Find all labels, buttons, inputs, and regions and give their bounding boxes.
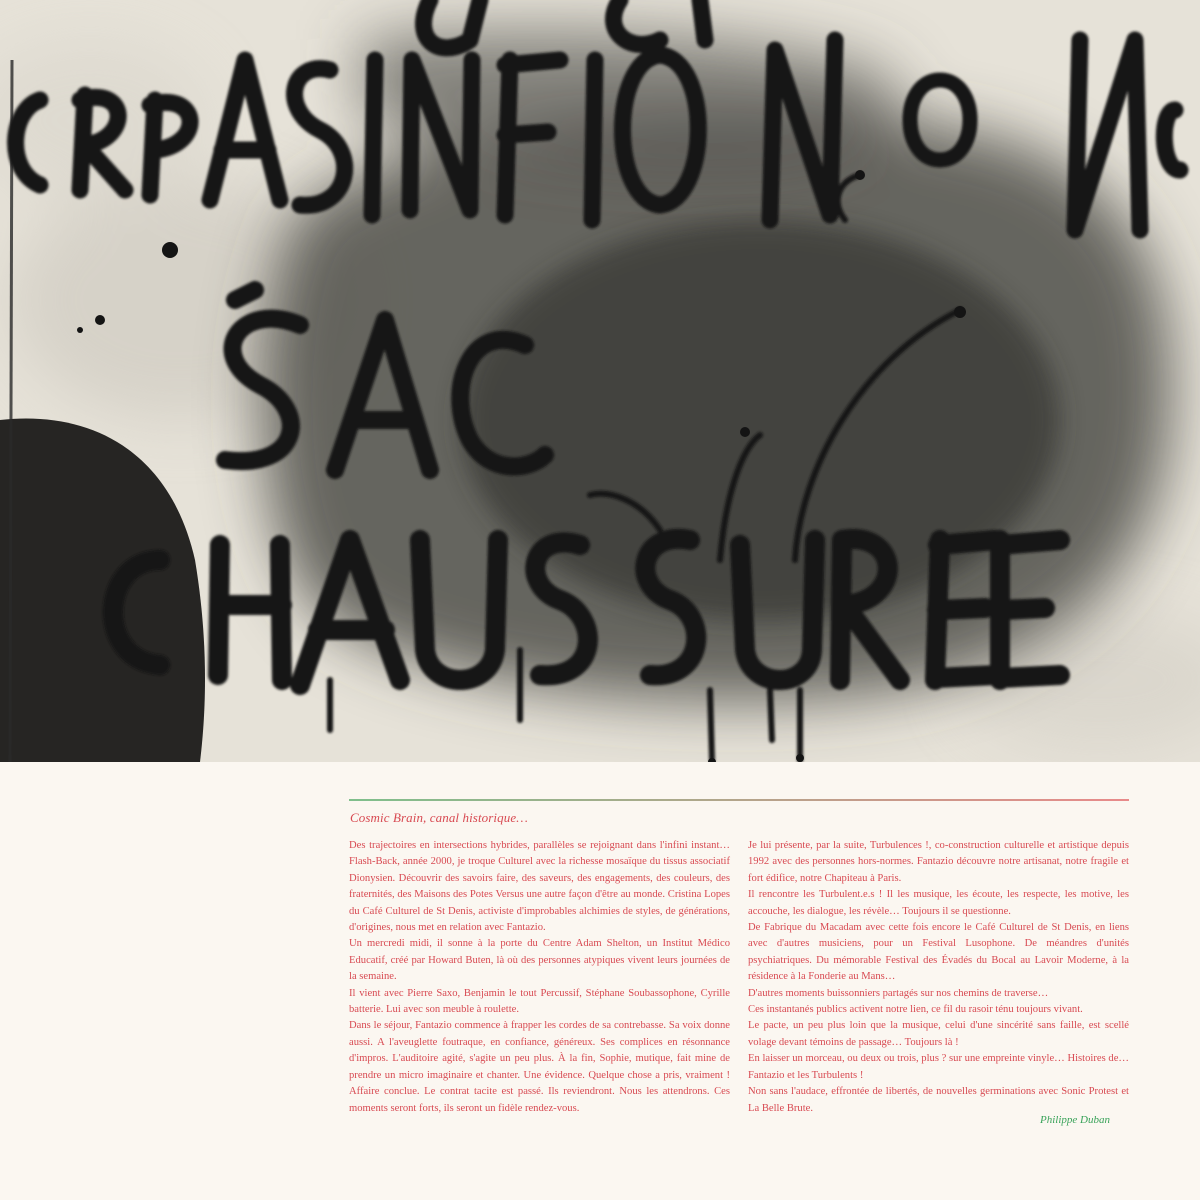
paragraph: Des trajectoires en intersections hybrides, parallèles se rejoignant dans l'infini instant… Flash-Back, année 2000, je troque Culturel avec la richesse mosaïque du tissus associatif Dionysien. Découvrir des savoirs faire, des saveurs, des engagements, des couleurs, des fraternités, des Maisons des Potes Versus une autre façon d'être au monde. Cristina Lopes du Café Culturel de St Denis, activiste d'improbables alchimies de styles, de générations, d'origines, nous met en relation avec Fantazio. (349, 840, 730, 934)
article-heading: Cosmic Brain, canal historique… (350, 810, 528, 825)
paragraph: Je lui présente, par la suite, Turbulences !, co-construction culturelle et artistique depuis 1992 avec des personnes hors-normes. Fantazio découvre notre artisanat, notre fragile et fort édifice, notre Chapiteau à Paris. (748, 840, 1129, 884)
paragraph: Il vient avec Pierre Saxo, Benjamin le tout Percussif, Stéphane Soubassophone, Cyrille batterie. Lui avec son meuble à roulette. (349, 987, 730, 1016)
paragraph: En laisser un morceau, ou deux ou trois, plus ? sur une empreinte vinyle… Histoires de… Fantazio et les Turbulents ! (748, 1053, 1129, 1081)
author-signature: Philippe Duban (1040, 1114, 1110, 1126)
paragraph: D'autres moments buissonniers partagés sur nos chemins de traverse… (748, 987, 1049, 999)
paragraph: Il rencontre les Turbulent.e.s ! Il les musique, les écoute, les respecte, les motive, les accouche, les dialogue, les révèle… Toujours il se questionne. (748, 889, 1129, 917)
left-column (349, 838, 730, 1117)
paragraph: De Fabrique du Macadam avec cette fois encore le Café Culturel de St Denis, en liens avec d'autres musiciens, pour un Festival Lusophone. De méandres d'unités psychiatriques. Du mémorable Festival des Évadés du Bocal au Lavoir Moderne, à la résidence à la Fonderie au Mans… (748, 922, 1129, 983)
paragraph: Un mercredi midi, il sonne à la porte du Centre Adam Shelton, un Institut Médico Educatif, créé par Howard Buten, là où des personnes atypiques vivent leurs journées de la semaine. (349, 938, 730, 983)
paragraph: Dans le séjour, Fantazio commence à frapper les cordes de sa contrebasse. Sa voix donne aussi. A l'aveuglette foutraque, en confiance, généreux. Ses complices en résonnance d'impros. L'auditoire agité, s'agite un peu plus. À la fin, Sophie, mutique, fait mine de prendre un micro imaginaire et chanter. Une évidence. Quelque chose a pris, vraiment ! Affaire conclue. Le contrat tacite est passé. Ils reviendront. Nous les attendrons. Ces moments seront forts, ils seront un fidèle rendez-vous. (349, 1020, 730, 1114)
paragraph: Non sans l'audace, effrontée de libertés, de nouvelles germinations avec Sonic Protest et La Belle Brute. (748, 1086, 1129, 1114)
heading-rule (349, 799, 1129, 801)
liner-notes (0, 762, 1200, 1200)
paragraph: Le pacte, un peu plus loin que la musique, celui d'une sincérité sans faille, est scellé volage devant témoins de passage… Toujours là ! (748, 1020, 1129, 1048)
right-column (748, 838, 1129, 1117)
paragraph: Ces instantanés publics activent notre lien, ce fil du rasoir ténu toujours vivant. (748, 1004, 1083, 1016)
